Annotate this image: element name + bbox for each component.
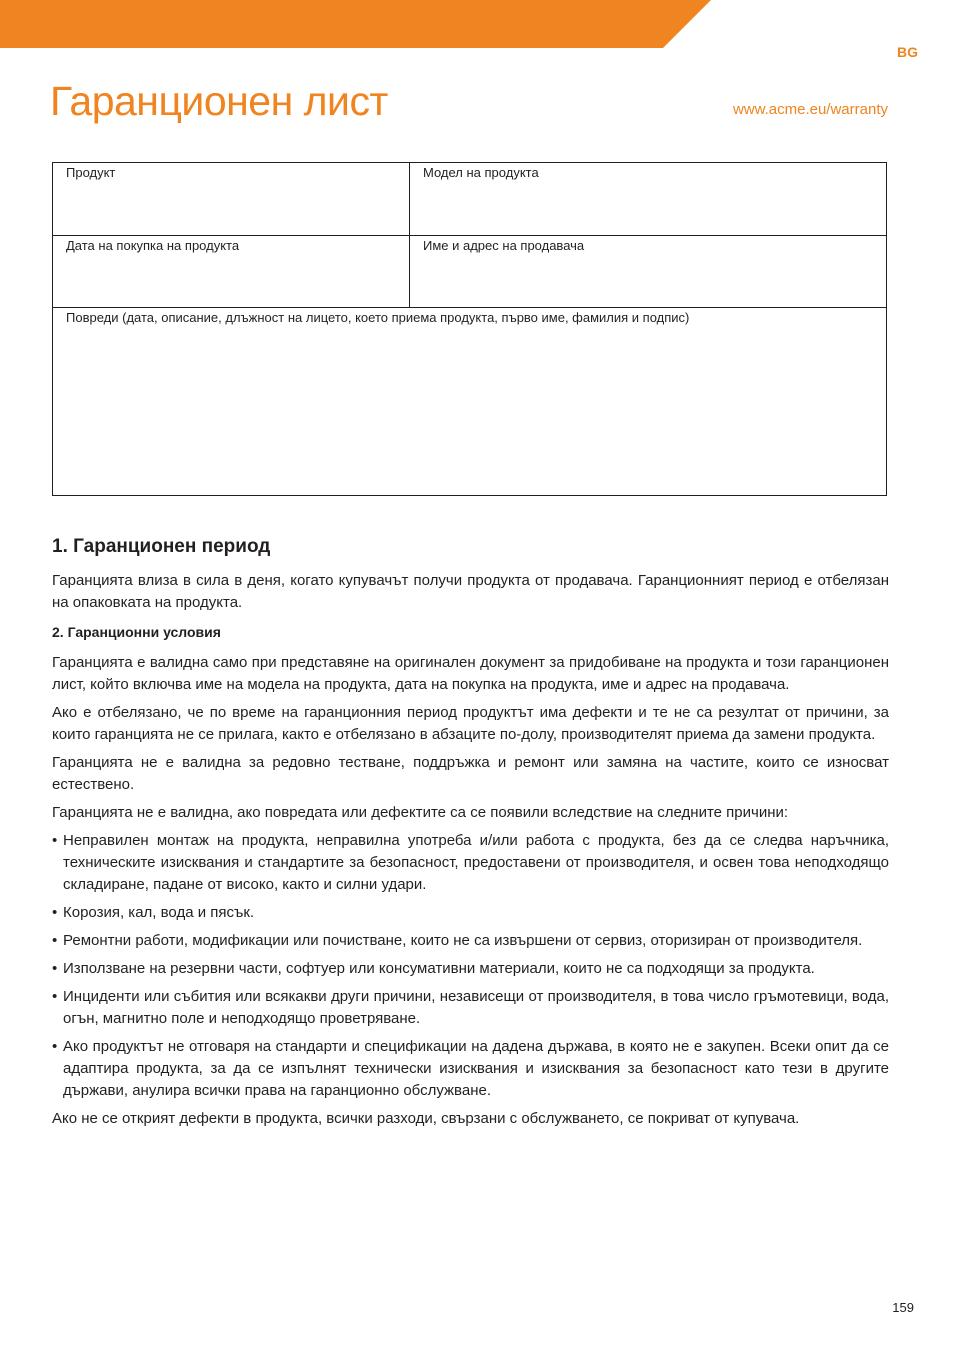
bullet-icon: • bbox=[52, 960, 58, 977]
product-field[interactable] bbox=[53, 163, 410, 236]
language-code: BG bbox=[897, 44, 918, 60]
section-heading-period: 1. Гаранционен период bbox=[52, 536, 271, 557]
conditions-paragraph: Гаранцията е валидна само при представяне на оригинален документ за придобиване на продукта и този гаранционен лист, който включва име на модела на продукта, дата на покупка на продукта, име и адрес на продавача. bbox=[52, 654, 889, 693]
warranty-form-table bbox=[52, 162, 887, 496]
list-item bbox=[52, 930, 889, 952]
warranty-text bbox=[52, 536, 889, 1136]
conditions-paragraph: Ако е отбелязано, че по време на гаранционния период продуктът има дефекти и те не са резултат от причини, за които гаранцията не се прилага, както е отбелязано в абзаците по-долу, производителят приема да замени продукта. bbox=[52, 704, 889, 743]
bullet-icon: • bbox=[52, 832, 58, 849]
purchase-date-label: Дата на покупка на продукта bbox=[66, 238, 240, 253]
damages-field[interactable] bbox=[53, 308, 886, 495]
bullet-icon: • bbox=[52, 932, 58, 949]
damages-label: Повреди (дата, описание, длъжност на лицето, което приема продукта, първо име, фамилия и подпис) bbox=[66, 310, 690, 325]
list-item bbox=[52, 1036, 889, 1102]
page-title: Гаранционен лист bbox=[50, 78, 388, 124]
page-number: 159 bbox=[892, 1300, 914, 1315]
conditions-paragraph: Гаранцията не е валидна за редовно тестване, поддръжка и ремонт или замяна на частите, които се износват естествено. bbox=[52, 754, 889, 793]
list-item bbox=[52, 902, 889, 924]
header-orange-band bbox=[0, 0, 954, 50]
list-item-text: Ремонтни работи, модификации или почистване, които не са извършени от сервиз, оторизиран от производителя. bbox=[63, 932, 863, 949]
list-item-text: Инциденти или събития или всякакви други причини, независещи от производителя, в това число гръмотевици, вода, огън, магнитно поле и неподходящо проветряване. bbox=[63, 988, 889, 1027]
model-label: Модел на продукта bbox=[423, 165, 539, 180]
list-item-text: Използване на резервни части, софтуер или консумативни материали, които не са подходящи за продукта. bbox=[63, 960, 815, 977]
exclusions-list bbox=[52, 830, 889, 1102]
bullet-icon: • bbox=[52, 988, 58, 1005]
period-paragraph: Гаранцията влиза в сила в деня, когато купувачът получи продукта от продавача. Гаранционният период е отбелязан на опаковката на продукта. bbox=[52, 572, 889, 611]
product-label: Продукт bbox=[66, 165, 116, 180]
bullet-icon: • bbox=[52, 1038, 58, 1055]
section-heading-conditions: 2. Гаранционни условия bbox=[52, 624, 221, 640]
list-item bbox=[52, 986, 889, 1030]
conditions-paragraph: Гаранцията не е валидна, ако повредата или дефектите са се появили вследствие на следните причини: bbox=[52, 804, 789, 821]
list-item-text: Корозия, кал, вода и пясък. bbox=[63, 904, 255, 921]
model-field[interactable] bbox=[410, 163, 886, 236]
list-item-text: Ако продуктът не отговаря на стандарти и спецификации на дадена държава, в която не е закупен. Всеки опит да се адаптира продукта, за да се изпълнят технически изисквания и изисквания за безопасност като тези в другите държави, анулира всички права на гаранционно обслужване. bbox=[63, 1038, 889, 1099]
list-item-text: Неправилен монтаж на продукта, неправилна употреба и/или работа с продукта, без да се следва наръчника, техническите изисквания и стандартите за безопасност, предоставени от производителя, и освен това неподходящо складиране, падане от високо, както и силни удари. bbox=[63, 832, 889, 893]
purchase-date-field[interactable] bbox=[53, 236, 410, 308]
list-item bbox=[52, 958, 889, 980]
seller-field[interactable] bbox=[410, 236, 886, 308]
closing-paragraph: Ако не се открият дефекти в продукта, всички разходи, свързани с обслужването, се покриват от купувача. bbox=[52, 1110, 800, 1127]
seller-label: Име и адрес на продавача bbox=[423, 238, 585, 253]
bullet-icon: • bbox=[52, 904, 58, 921]
warranty-url-link[interactable]: www.acme.eu/warranty bbox=[732, 101, 888, 118]
list-item bbox=[52, 830, 889, 896]
